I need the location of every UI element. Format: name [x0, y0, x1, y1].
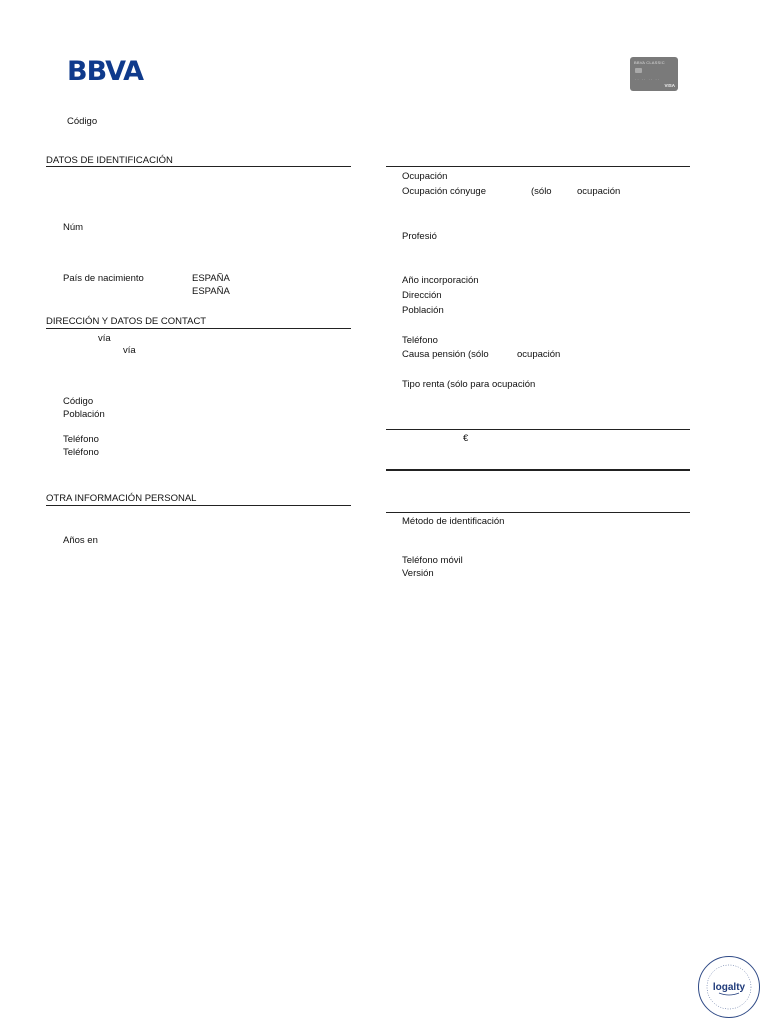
section-title-identification: DATOS DE IDENTIFICACIÓN	[46, 155, 173, 166]
birth-country-value: ESPAÑA	[192, 273, 230, 284]
nationality-value: ESPAÑA	[192, 286, 230, 297]
euro-symbol: €	[463, 433, 469, 444]
seal-brand-text: logalty	[712, 982, 746, 993]
occupation-word: ocupación	[577, 186, 621, 197]
version-label: Versión	[402, 568, 434, 579]
only-label: (sólo	[531, 186, 552, 197]
postal-code-label: Código	[63, 396, 94, 407]
card-brand-text: BBVA CLASSIC	[634, 60, 665, 65]
city-label: Población	[63, 409, 105, 420]
section-title-address-contact: DIRECCIÓN Y DATOS DE CONTACT	[46, 316, 207, 327]
via-label: vía	[98, 333, 111, 344]
phone-label-right: Teléfono	[402, 335, 438, 346]
card-network-text: VISA	[664, 83, 675, 88]
section-divider	[386, 429, 690, 430]
phone-label-2: Teléfono	[63, 447, 99, 458]
section-divider	[386, 166, 690, 167]
card-number-dots: ·· ·· ·· ··	[635, 77, 660, 82]
logalty-seal-icon	[697, 955, 761, 1019]
occupation-word-2: ocupación	[517, 349, 561, 360]
income-type-label: Tipo renta (sólo para ocupación	[402, 379, 536, 390]
birth-country-label: País de nacimiento	[63, 273, 144, 284]
credit-card-image	[630, 57, 678, 91]
id-method-label: Método de identificación	[402, 516, 505, 527]
num-label: Núm	[63, 222, 84, 233]
occupation-label: Ocupación	[402, 171, 448, 182]
year-joined-label: Año incorporación	[402, 275, 479, 286]
section-divider	[46, 328, 351, 329]
spouse-occupation-label: Ocupación cónyuge	[402, 186, 486, 197]
card-chip-icon	[635, 68, 642, 73]
section-divider	[46, 505, 351, 506]
section-divider-thick	[386, 469, 690, 471]
address-label: Dirección	[402, 290, 442, 301]
section-title-other-info: OTRA INFORMACIÓN PERSONAL	[46, 493, 197, 504]
pension-cause-label: Causa pensión (sólo	[402, 349, 489, 360]
bbva-logo: BBVA	[67, 56, 144, 87]
section-divider	[386, 512, 690, 513]
via-label-2: vía	[123, 345, 136, 356]
mobile-phone-label: Teléfono móvil	[402, 555, 463, 566]
code-label: Código	[67, 116, 98, 127]
city-label-right: Población	[402, 305, 444, 316]
phone-label: Teléfono	[63, 434, 99, 445]
profession-label: Profesió	[402, 231, 437, 242]
section-divider	[46, 166, 351, 167]
years-in-label: Años en	[63, 535, 98, 546]
